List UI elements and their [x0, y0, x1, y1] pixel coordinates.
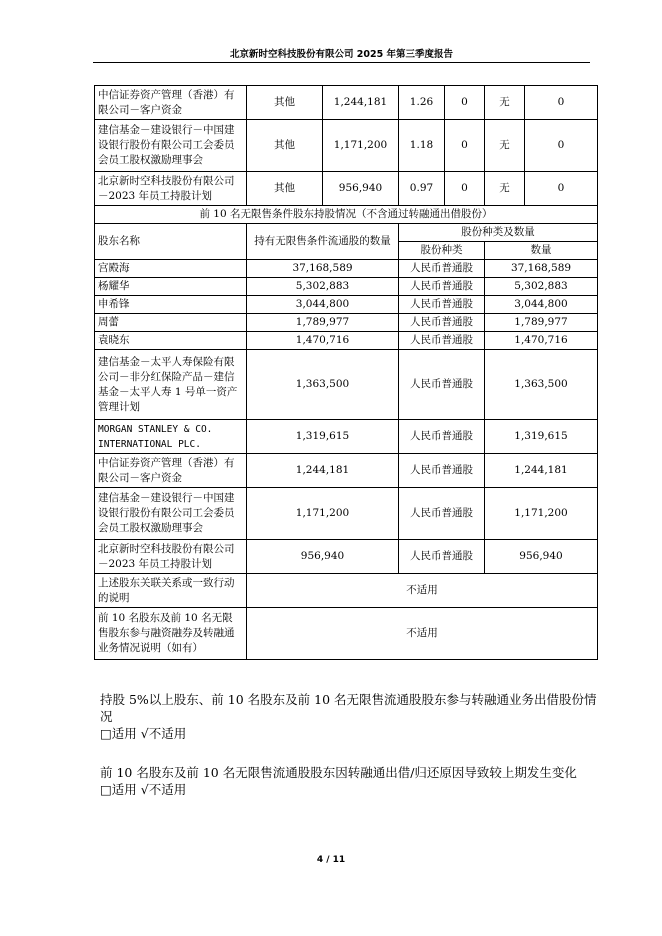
paragraph-lending: [100, 691, 600, 742]
paragraph-change: [100, 764, 600, 798]
share-type: 人民币普通股: [399, 420, 485, 454]
holder-name: 北京新时空科技股份有限公司－2023 年员工持股计划: [95, 540, 247, 574]
share-qty: 1,244,181: [485, 454, 598, 488]
unrestricted-qty: 1,470,716: [247, 332, 399, 350]
paragraph-text: 持股 5%以上股东、前 10 名股东及前 10 名无限售流通股股东参与转融通业务出借股份情况: [100, 692, 597, 724]
paragraph-text: 前 10 名股东及前 10 名无限售流通股股东因转融通出借/归还原因导致较上期发生变化: [100, 765, 577, 780]
header-divider: [93, 62, 590, 63]
table-row: [95, 172, 598, 206]
unrestricted-qty: 1,319,615: [247, 420, 399, 454]
note-label: 前 10 名股东及前 10 名无限售股东参与融资融券及转融通业务情况说明（如有）: [95, 608, 247, 660]
holder-shares: 956,940: [323, 172, 399, 206]
col-holder-name: 股东名称: [95, 224, 247, 260]
holder-pct: 0.97: [399, 172, 445, 206]
share-type: 人民币普通股: [399, 314, 485, 332]
holder-pct: 1.26: [399, 86, 445, 120]
note-row: [95, 608, 598, 660]
section-title: 前 10 名无限售条件股东持股情况（不含通过转融通出借股份）: [95, 206, 598, 224]
holder-name: 建信基金－太平人寿保险有限公司－非分红保险产品－建信基金－太平人寿 1 号单一资产管理计划: [95, 350, 247, 420]
holder-name: 申希锋: [95, 296, 247, 314]
holder-nature: 其他: [247, 172, 323, 206]
share-qty: 1,171,200: [485, 488, 598, 540]
share-qty: 3,044,800: [485, 296, 598, 314]
note-label: 上述股东关联关系或一致行动的说明: [95, 574, 247, 608]
note-value: 不适用: [247, 574, 598, 608]
share-type: 人民币普通股: [399, 332, 485, 350]
holder-name: 杨耀华: [95, 278, 247, 296]
page-number: 4 / 11: [316, 855, 346, 865]
col-qty: 数量: [485, 242, 598, 260]
unrestricted-qty: 37,168,589: [247, 260, 399, 278]
table-row: [95, 488, 598, 540]
table-row: [95, 420, 598, 454]
shareholders-table: [94, 85, 598, 660]
pledge-qty: 0: [525, 120, 598, 172]
holder-name: 周蕾: [95, 314, 247, 332]
table-row: [95, 540, 598, 574]
holder-name: 袁晓东: [95, 332, 247, 350]
table-row: [95, 350, 598, 420]
holder-name: 建信基金－建设银行－中国建设银行股份有限公司工会委员会员工股权激励理事会: [95, 120, 247, 172]
holder-name: MORGAN STANLEY & CO. INTERNATIONAL PLC.: [95, 420, 247, 454]
note-row: [95, 574, 598, 608]
table-row: [95, 278, 598, 296]
unrestricted-qty: 1,789,977: [247, 314, 399, 332]
table-row: [95, 296, 598, 314]
holder-shares: 1,171,200: [323, 120, 399, 172]
share-type: 人民币普通股: [399, 278, 485, 296]
col-share-type-qty: 股份种类及数量: [399, 224, 598, 242]
applicability-options: □适用 √不适用: [100, 726, 187, 741]
holder-pct: 1.18: [399, 120, 445, 172]
pledge-status: 无: [485, 86, 525, 120]
note-value: 不适用: [247, 608, 598, 660]
holder-restricted: 0: [445, 172, 485, 206]
table-row: [95, 454, 598, 488]
holder-nature: 其他: [247, 86, 323, 120]
holder-restricted: 0: [445, 86, 485, 120]
share-type: 人民币普通股: [399, 488, 485, 540]
share-type: 人民币普通股: [399, 296, 485, 314]
unrestricted-qty: 1,363,500: [247, 350, 399, 420]
applicability-options: □适用 √不适用: [100, 782, 187, 797]
share-type: 人民币普通股: [399, 540, 485, 574]
pledge-status: 无: [485, 120, 525, 172]
table-row: [95, 86, 598, 120]
holder-name: 中信证券资产管理（香港）有限公司－客户资金: [95, 454, 247, 488]
share-qty: 956,940: [485, 540, 598, 574]
share-type: 人民币普通股: [399, 454, 485, 488]
share-qty: 5,302,883: [485, 278, 598, 296]
unrestricted-qty: 956,940: [247, 540, 399, 574]
holder-name: 北京新时空科技股份有限公司－2023 年员工持股计划: [95, 172, 247, 206]
holder-shares: 1,244,181: [323, 86, 399, 120]
share-qty: 1,319,615: [485, 420, 598, 454]
share-qty: 37,168,589: [485, 260, 598, 278]
share-qty: 1,470,716: [485, 332, 598, 350]
holder-restricted: 0: [445, 120, 485, 172]
share-type: 人民币普通股: [399, 260, 485, 278]
pledge-status: 无: [485, 172, 525, 206]
table-row: [95, 314, 598, 332]
share-type: 人民币普通股: [399, 350, 485, 420]
unrestricted-qty: 1,171,200: [247, 488, 399, 540]
col-unrestricted-qty: 持有无限售条件流通股的数量: [247, 224, 399, 260]
unrestricted-qty: 3,044,800: [247, 296, 399, 314]
unrestricted-qty: 5,302,883: [247, 278, 399, 296]
pledge-qty: 0: [525, 86, 598, 120]
pledge-qty: 0: [525, 172, 598, 206]
section-title-row: [95, 206, 598, 224]
table-row: [95, 260, 598, 278]
unrestricted-qty: 1,244,181: [247, 454, 399, 488]
holder-name: 中信证券资产管理（香港）有限公司－客户资金: [95, 86, 247, 120]
holder-nature: 其他: [247, 120, 323, 172]
holder-name: 建信基金－建设银行－中国建设银行股份有限公司工会委员会员工股权激励理事会: [95, 488, 247, 540]
share-qty: 1,363,500: [485, 350, 598, 420]
holder-name: 宫殿海: [95, 260, 247, 278]
report-header: 北京新时空科技股份有限公司 2025 年第三季度报告: [229, 49, 454, 60]
table-row: [95, 332, 598, 350]
table-row: [95, 120, 598, 172]
column-header-row: [95, 224, 598, 242]
share-qty: 1,789,977: [485, 314, 598, 332]
col-share-type: 股份种类: [399, 242, 485, 260]
